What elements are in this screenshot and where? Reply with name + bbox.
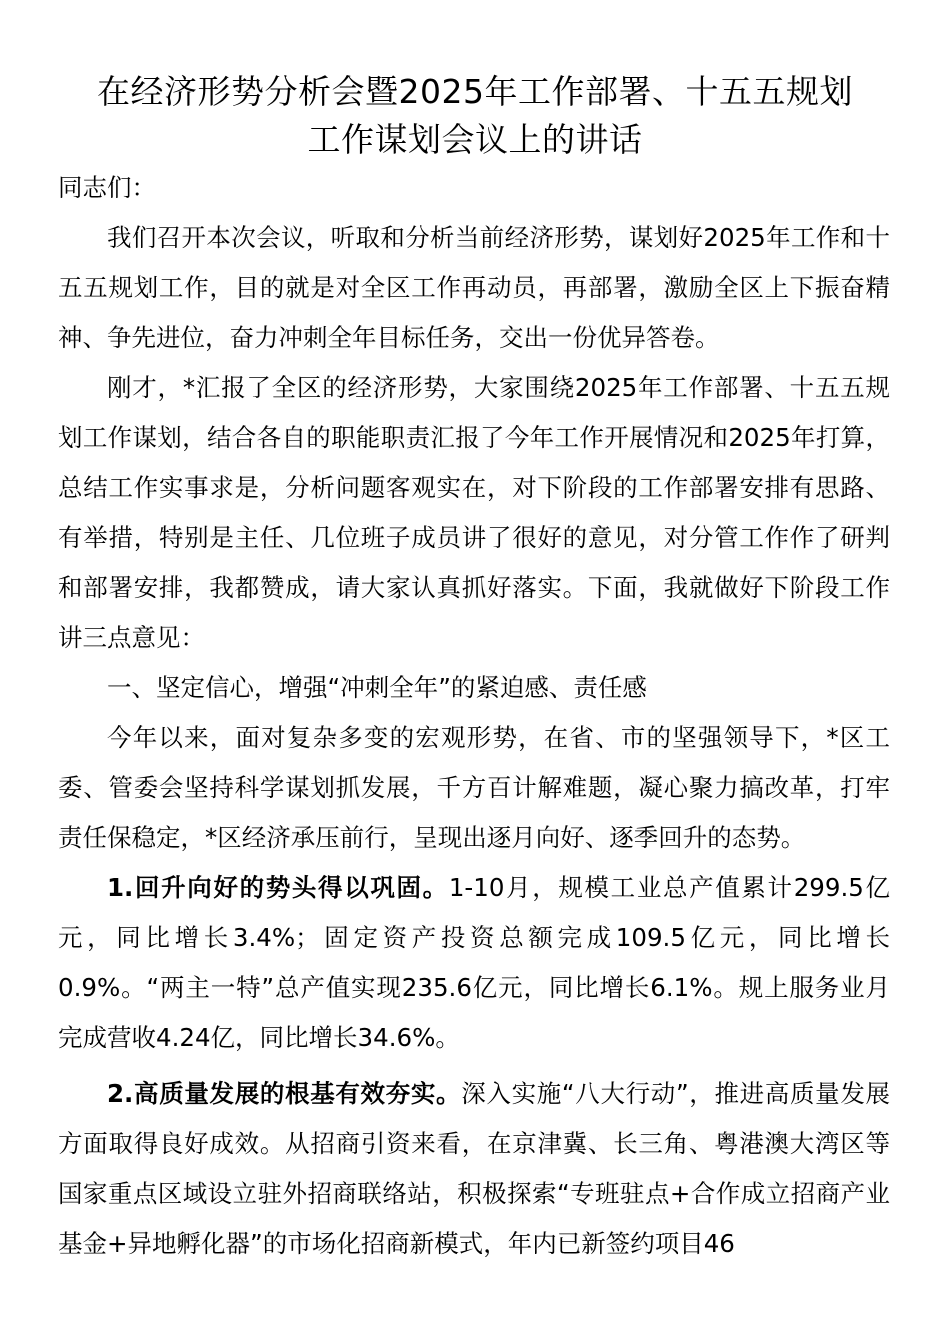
paragraph-point-2 [58, 1069, 890, 1269]
document-body [58, 163, 890, 1269]
point-2-lead: 2.高质量发展的根基有效夯实。 [107, 1079, 462, 1108]
document-title-line-2: 工作谋划会议上的讲话 [307, 120, 643, 159]
paragraph-situation: 今年以来，面对复杂多变的宏观形势，在省、市的坚强领导下，*区工委、管委会坚持科学谋划抓发展，千方百计解难题，凝心聚力搞改革，打牢责任保稳定，*区经济承压前行，呈现出逐月向好、逐季回升的态势。 [58, 723, 890, 852]
document-title-line-1: 在经济形势分析会暨2025年工作部署、十五五规划 [97, 72, 853, 111]
greeting: 同志们： [58, 173, 156, 202]
paragraph-review: 刚才，*汇报了全区的经济形势，大家围绕2025年工作部署、十五五规划工作谋划，结合各自的职能职责汇报了今年工作开展情况和2025年打算，总结工作实事求是，分析问题客观实在，对下阶段的工作部署安排有思路、有举措，特别是主任、几位班子成员讲了很好的意见，对分管工作作了研判和部署安排，我都赞成，请大家认真抓好落实。下面，我就做好下阶段工作讲三点意见： [58, 373, 890, 652]
paragraph-point-1 [58, 863, 890, 1063]
paragraph-opening: 我们召开本次会议，听取和分析当前经济形势，谋划好2025年工作和十五五规划工作，目的就是对全区工作再动员，再部署，激励全区上下振奋精神、争先进位，奋力冲刺全年目标任务，交出一份优异答卷。 [58, 223, 890, 352]
point-2-text: 深入实施“八大行动”，推进高质量发展方面取得良好成效。从招商引资来看，在京津冀、长三角、粤港澳大湾区等国家重点区域设立驻外招商联络站，积极探索“专班驻点+合作成立招商产业基金+异地孵化器”的市场化招商新模式，年内已新签约项目46 [58, 1079, 890, 1258]
point-1-text: 1-10月，规模工业总产值累计299.5亿元，同比增长3.4%；固定资产投资总额完成109.5亿元，同比增长0.9%。“两主一特”总产值实现235.6亿元，同比增长6.1%。规上服务业月完成营收4.24亿，同比增长34.6%。 [58, 873, 890, 1052]
section-heading-1: 一、坚定信心，增强“冲刺全年”的紧迫感、责任感 [107, 673, 647, 702]
point-1-lead: 1.回升向好的势头得以巩固。 [107, 873, 449, 902]
